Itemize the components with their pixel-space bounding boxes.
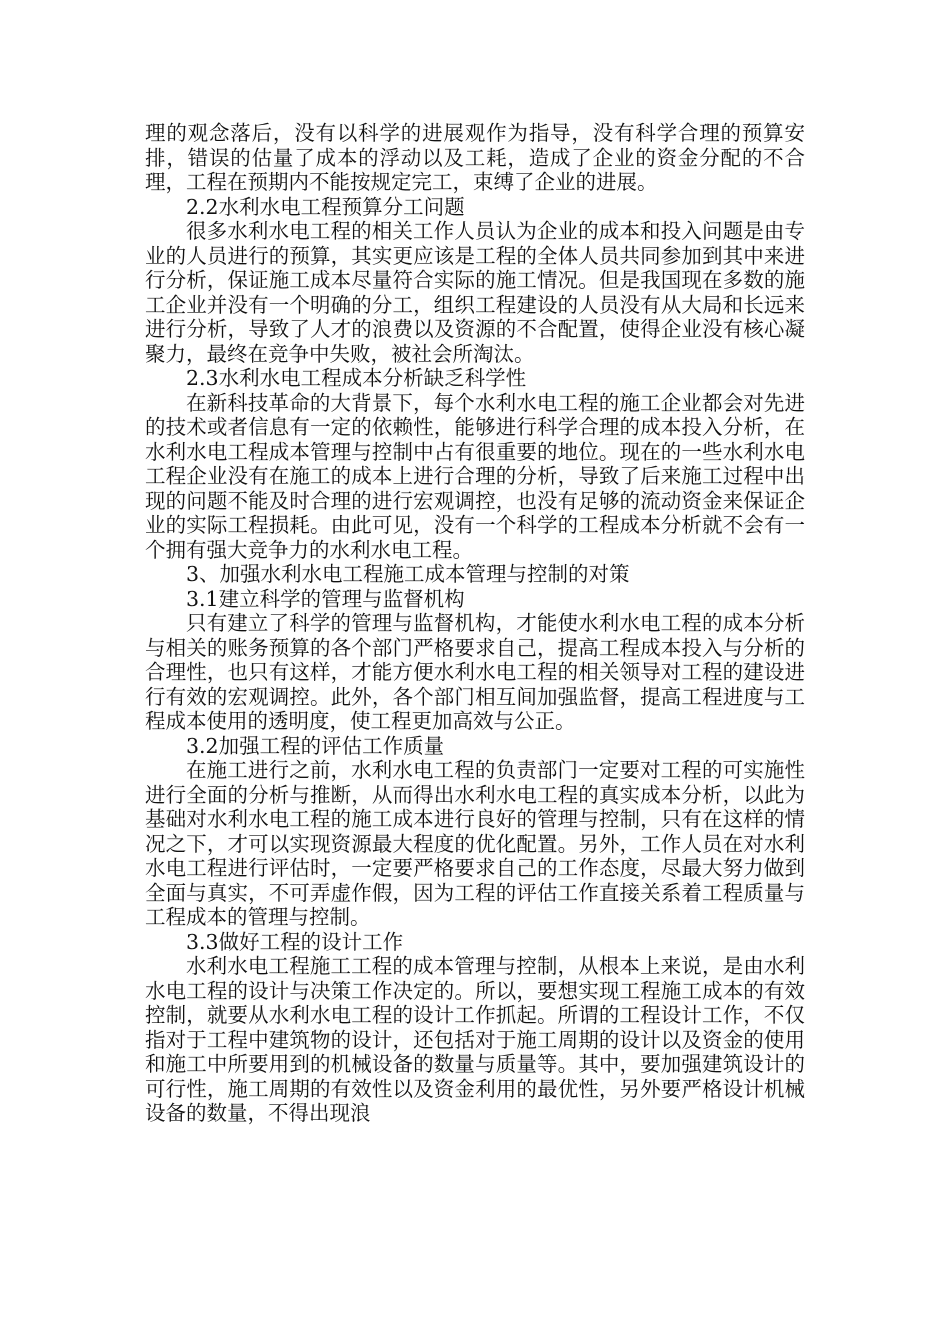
- section-heading-3-3: 3.3做好工程的设计工作: [186, 929, 404, 954]
- section-heading-3: 3、加强水利水电工程施工成本管理与控制的对策: [186, 562, 630, 586]
- section-heading-2-2: 2.2水利水电工程预算分工问题: [186, 194, 465, 219]
- paragraph: 在施工进行之前，水利水电工程的负责部门一定要对工程的可实施性进行全面的分析与推断，从而得出水利水电工程的真实成本分析，以此为基础对水利水电工程的施工成本进行良好的管理与控制，只有在这样的情况之下，才可以实现资源最大程度的优化配置。另外，工作人员在对水利水电工程进行评估时，一定要严格要求自己的工作态度，尽最大努力做到全面与真实，不可弄虚作假，因为工程的评估工作直接关系着工程质量与工程成本的管理与控制。: [145, 758, 805, 929]
- section-heading-2-3: 2.3水利水电工程成本分析缺乏科学性: [186, 366, 527, 390]
- section-heading-3-2: 3.2加强工程的评估工作质量: [186, 733, 445, 758]
- paragraph-continuation: 理的观念落后，没有以科学的进展观作为指导，没有科学合理的预算安排，错误的估量了成本的浮动以及工耗，造成了企业的资金分配的不合理，工程在预期内不能按规定完工，束缚了企业的进展。: [145, 121, 805, 194]
- paragraph: 水利水电工程施工工程的成本管理与控制，从根本上来说，是由水利水电工程的设计与决策工作决定的。所以，要想实现工程施工成本的有效控制，就要从水利水电工程的设计工作抓起。所谓的工程设计工作，不仅指对于工程中建筑物的设计，还包括对于施工周期的设计以及资金的使用和施工中所要用到的机械设备的数量与质量等。其中，要加强建筑设计的可行性，施工周期的有效性以及资金利用的最优性，另外要严格设计机械设备的数量，不得出现浪: [145, 954, 805, 1125]
- paragraph: 只有建立了科学的管理与监督机构，才能使水利水电工程的成本分析与相关的账务预算的各个部门严格要求自己，提高工程成本投入与分析的合理性，也只有这样，才能方便水利水电工程的相关领导对工程的建设进行有效的宏观调控。此外，各个部门相互间加强监督，提高工程进度与工程成本使用的透明度，使工程更加高效与公正。: [145, 611, 805, 733]
- section-heading-3-1: 3.1建立科学的管理与监督机构: [186, 586, 465, 611]
- document-body: [145, 121, 805, 1126]
- paragraph: 在新科技革命的大背景下，每个水利水电工程的施工企业都会对先进的技术或者信息有一定的依赖性，能够进行科学合理的成本投入分析，在水利水电工程成本管理与控制中占有很重要的地位。现在的一些水利水电工程企业没有在施工的成本上进行合理的分析，导致了后来施工过程中出现的问题不能及时合理的进行宏观调控，也没有足够的流动资金来保证企业的实际工程损耗。由此可见，没有一个科学的工程成本分析就不会有一个拥有强大竞争力的水利水电工程。: [145, 390, 805, 562]
- paragraph: 很多水利水电工程的相关工作人员认为企业的成本和投入问题是由专业的人员进行的预算，其实更应该是工程的全体人员共同参加到其中来进行分析，保证施工成本尽量符合实际的施工情况。但是我国现在多数的施工企业并没有一个明确的分工，组织工程建设的人员没有从大局和长远来进行分析，导致了人才的浪费以及资源的不合配置，使得企业没有核心凝聚力，最终在竞争中失败，被社会所淘汰。: [145, 219, 805, 366]
